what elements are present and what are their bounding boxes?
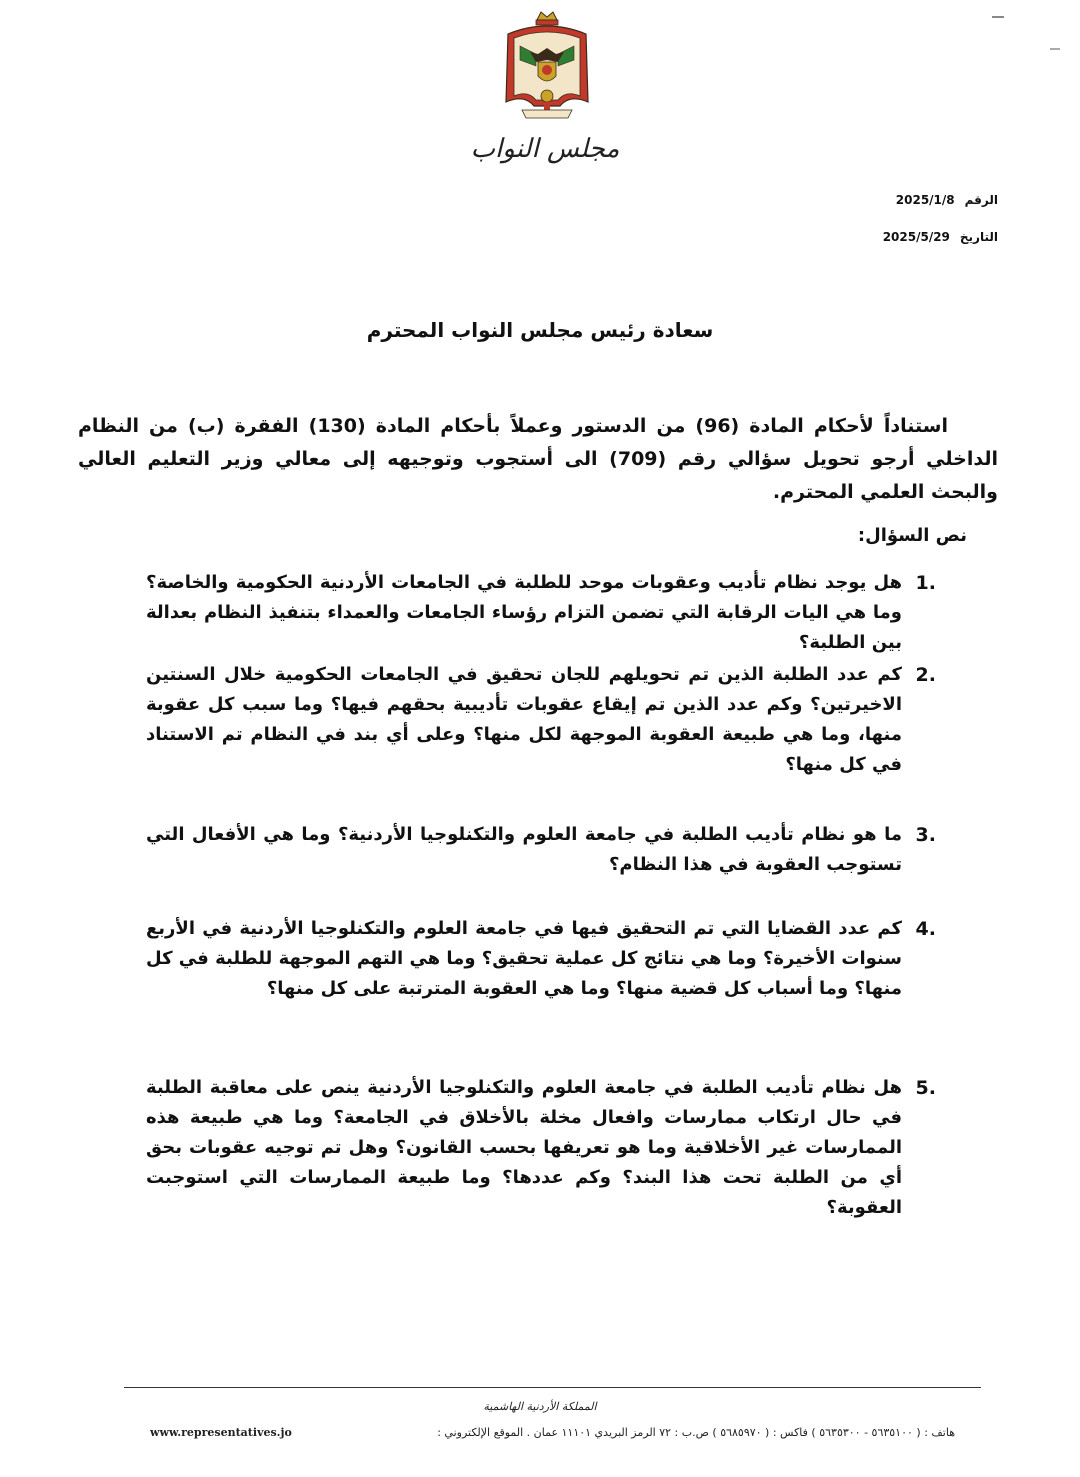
reference-number [896, 193, 998, 207]
question-item [146, 1073, 936, 1223]
footer-contact-info [150, 1426, 955, 1439]
footer-divider [124, 1387, 981, 1388]
question-text: ما هو نظام تأديب الطلبة في جامعة العلوم والتكنلوجيا الأردنية؟ وما هي الأفعال التي تستوجب العقوبة في هذا النظام؟ [146, 824, 902, 875]
question-text: كم عدد القضايا التي تم التحقيق فيها في جامعة العلوم والتكنلوجيا الأردنية في الأربع سنوات الأخيرة؟ وما هي نتائج كل عملية تحقيق؟ وما هي التهم الموجهة للطلبة في كل منها؟ وما أسباب كل قضية منها؟ وما هي العقوبة المترتبة على كل منها؟ [146, 918, 902, 999]
date-value: 2025/5/29 [882, 230, 950, 244]
question-text: كم عدد الطلبة الذين تم تحويلهم للجان تحقيق في الجامعات الحكومية خلال السنتين الاخيرتين؟ وكم عدد الذين تم إيقاع عقوبات تأديبية بحقهم فيها؟ وما سبب كل عقوبة منها، وما هي طبيعة العقوبة الموجهة لكل منها؟ وعلى أي بند في النظام تم الاستناد في كل منها؟ [146, 664, 902, 775]
contact-details: هاتف : ( ٥٦٣٥١٠٠ - ٥٦٣٥٣٠٠ ) فاكس : ( ٥٦٨٥٩٧٠ ) ص.ب : ٧٢ الرمز البريدي ١١١٠١ عمان . الموقع الإلكتروني : [437, 1426, 955, 1439]
scan-artifact [1050, 48, 1060, 50]
jordan-coat-of-arms-icon [500, 10, 594, 122]
website-link[interactable]: www.representatives.jo [150, 1426, 292, 1439]
question-number: 3. [915, 824, 936, 846]
question-item [146, 820, 936, 880]
footer-kingdom-name: المملكة الأردنية الهاشمية [483, 1400, 597, 1413]
addressee-heading: سعادة رئيس مجلس النواب المحترم [366, 318, 714, 342]
reference-value: 2025/1/8 [895, 193, 955, 207]
question-text: هل نظام تأديب الطلبة في جامعة العلوم والتكنلوجيا الأردنية ينص على معاقبة الطلبة في حال ارتكاب ممارسات وافعال مخلة بالأخلاق في الجامعة؟ وما هي طبيعة هذه الممارسات غير الأخلاقية وما هو تعريفها بحسب القانون؟ وهل تم توجيه عقوبات بحق أي من الطلبة تحت هذا البند؟ وكم عددها؟ وما طبيعة الممارسات التي استوجبت العقوبة؟ [146, 1077, 902, 1218]
date-label: التاريخ [959, 230, 998, 244]
question-number: 5. [915, 1077, 936, 1099]
reference-label: الرقم [964, 193, 998, 207]
intro-paragraph: استناداً لأحكام المادة (96) من الدستور وعملاً بأحكام المادة (130) الفقرة (ب) من النظام الداخلي أرجو تحويل سؤالي رقم (709) الى أستجوب وتوجيهه إلى معالي وزير التعليم العالي والبحث العلمي المحترم. [78, 415, 998, 503]
scan-artifact [992, 16, 1004, 18]
question-item [146, 914, 936, 1004]
question-item [146, 660, 936, 780]
council-name-calligraphy: مجلس النواب [470, 134, 620, 164]
question-number: 4. [915, 918, 936, 940]
question-number: 1. [915, 572, 936, 594]
question-number: 2. [915, 664, 936, 686]
question-text: هل يوجد نظام تأديب وعقوبات موحد للطلبة في الجامعات الأردنية الحكومية والخاصة؟ وما هي اليات الرقابة التي تضمن التزام رؤساء الجامعات والعمداء بتنفيذ النظام بعدالة بين الطلبة؟ [146, 572, 902, 653]
question-item [146, 568, 936, 658]
letter-date [883, 230, 998, 244]
questions-heading: نص السؤال: [857, 525, 967, 546]
